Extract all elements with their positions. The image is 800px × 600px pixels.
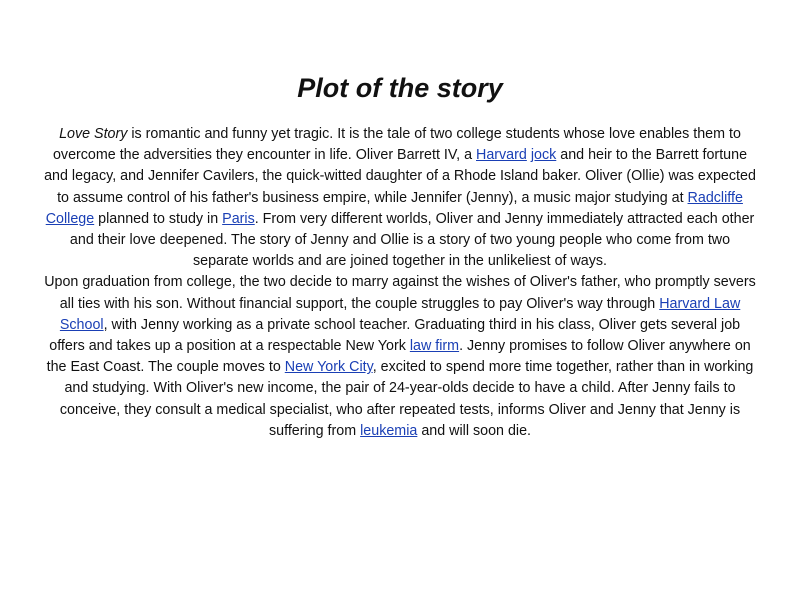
link-leukemia[interactable]: leukemia [360, 422, 418, 439]
text-run: planned to study in [94, 210, 223, 227]
link-new-york-city[interactable]: New York City [284, 359, 373, 376]
link-paris[interactable]: Paris [222, 210, 255, 227]
text-run: , with Jenny working as a private school teacher. Graduating third in his class, Oliver gets several job offers and takes up a position at a respectable New York [49, 316, 741, 355]
text-run: and will soon die. [417, 422, 531, 439]
paragraph-1 [44, 124, 756, 272]
link-harvard[interactable]: Harvard [476, 147, 527, 164]
text-run: and heir to the Barrett fortune and legacy, and Jennifer Cavilers, the quick-witted daughter of a Rhode Island baker. Oliver (Ollie) was expected to assume control of his father's business empire, while Jennifer (Jenny), a music major studying at [44, 147, 756, 206]
text-run: . From very different worlds, Oliver and Jenny immediately attracted each other and their love deepened. The story of Jenny and Ollie is a story of two young people who come from two separate worlds and are joined together in the unlikeliest of ways. [69, 210, 755, 270]
text-run: Upon graduation from college, the two decide to marry against the wishes of Oliver's father, who promptly severs all ties with his son. Without financial support, the couple struggles to pay Oliver's way through [44, 274, 756, 312]
story-body [44, 124, 756, 442]
link-radcliffe-college[interactable]: Radcliffe College [45, 189, 743, 227]
link-law-firm[interactable]: law firm [409, 338, 460, 355]
text-run: , excited to spend more time together, rather than in working and studying. With Oliver's new income, the pair of 24-year-olds decide to have a child. After Jenny fails to conceive, they consult a medical specialist, who after repeated tests, informs Oliver and Jenny that Jenny is suffering from [59, 359, 754, 439]
book-title-text: Love Story [59, 126, 128, 142]
link-jock[interactable]: jock [530, 147, 557, 164]
paragraph-2 [44, 272, 756, 442]
text-run: . Jenny promises to follow Oliver anywhere on the East Coast. The couple moves to [46, 338, 751, 376]
text-run: is romantic and funny yet tragic. It is the tale of two college students whose love enables them to overcome the adversities they encounter in life. Oliver Barrett IV, a [52, 126, 741, 164]
page-title: Plot of the story [297, 73, 503, 103]
link-harvard-law-school[interactable]: Harvard Law School [59, 295, 741, 333]
